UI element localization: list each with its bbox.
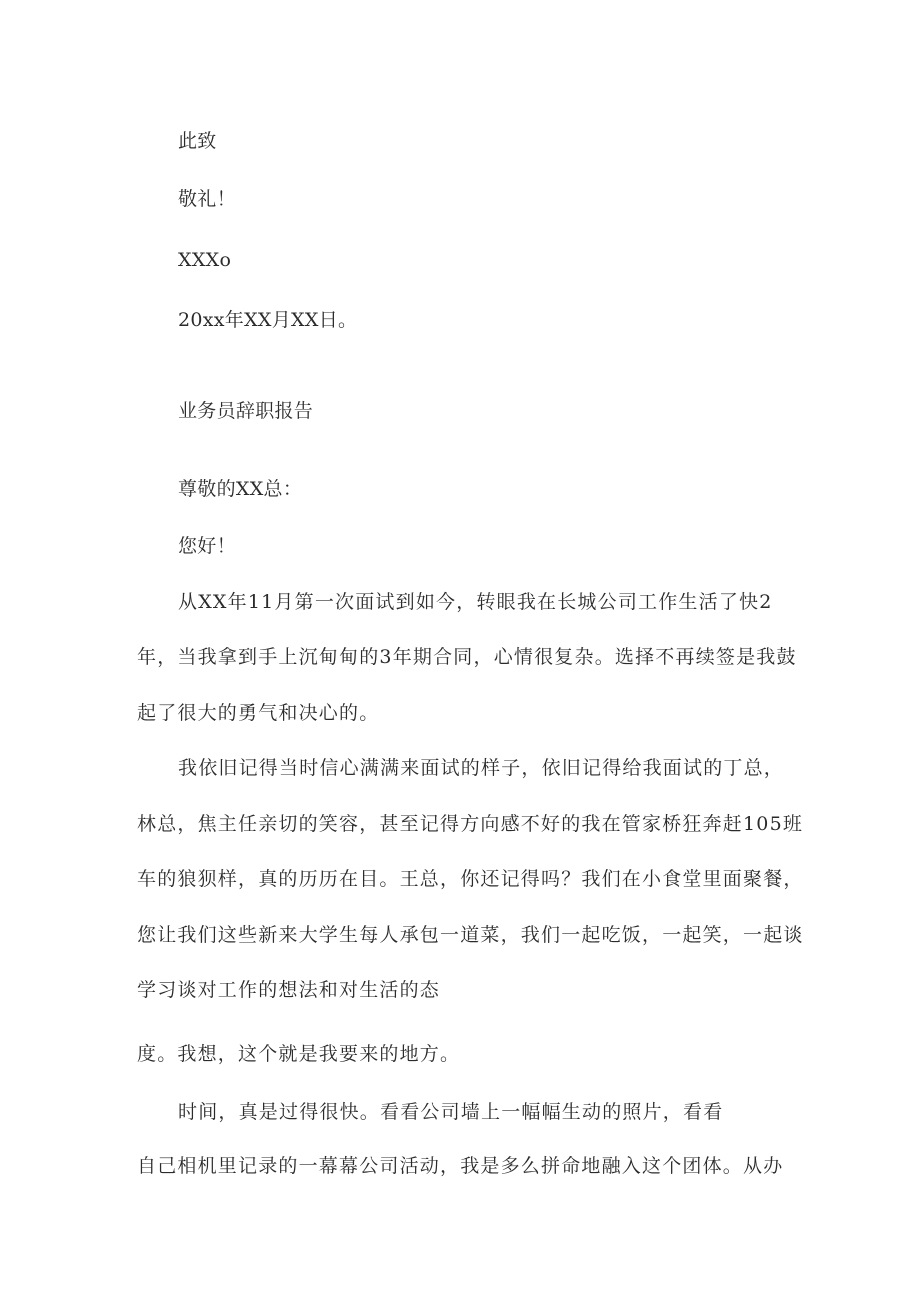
report-title: 业务员辞职报告 xyxy=(178,400,314,422)
report-hello: 您好！ xyxy=(178,535,236,557)
paragraph2-line: 我依旧记得当时信心满满来面试的样子，依旧记得给我面试的丁总， xyxy=(178,757,785,779)
paragraph3-line: 时间，真是过得很快。看看公司墙上一幅幅生动的照片，看看 xyxy=(178,1101,724,1123)
paragraph2-line: 学习谈对工作的想法和对生活的态 xyxy=(137,979,441,1001)
closing-salutation: 此致 xyxy=(178,130,217,152)
paragraph2-line: 度。我想，这个就是我要来的地方。 xyxy=(137,1043,461,1065)
report-greeting: 尊敬的XX总： xyxy=(178,478,303,500)
paragraph1-line: 年，当我拿到手上沉甸甸的3年期合同，心情很复杂。选择不再续签是我鼓 xyxy=(137,646,797,668)
paragraph3-line: 自己相机里记录的一幕幕公司活动，我是多么拼命地融入这个团体。从办 xyxy=(137,1155,784,1177)
paragraph1-line: 从XX年11月第一次面试到如今，转眼我在长城公司工作生活了快2 xyxy=(178,591,773,613)
closing-signature: XXXo xyxy=(178,249,232,271)
closing-regards: 敬礼！ xyxy=(178,188,236,210)
paragraph2-line: 您让我们这些新来大学生每人承包一道菜，我们一起吃饭，一起笑，一起谈 xyxy=(137,924,804,946)
paragraph2-line: 林总，焦主任亲切的笑容，甚至记得方向感不好的我在管家桥狂奔赶105班 xyxy=(137,813,804,835)
closing-date: 20xx年XX月XX日。 xyxy=(178,309,358,331)
paragraph1-line: 起了很大的勇气和决心的。 xyxy=(137,702,380,724)
paragraph2-line: 车的狼狈样，真的历历在目。王总，你还记得吗？我们在小食堂里面聚餐， xyxy=(137,868,804,890)
